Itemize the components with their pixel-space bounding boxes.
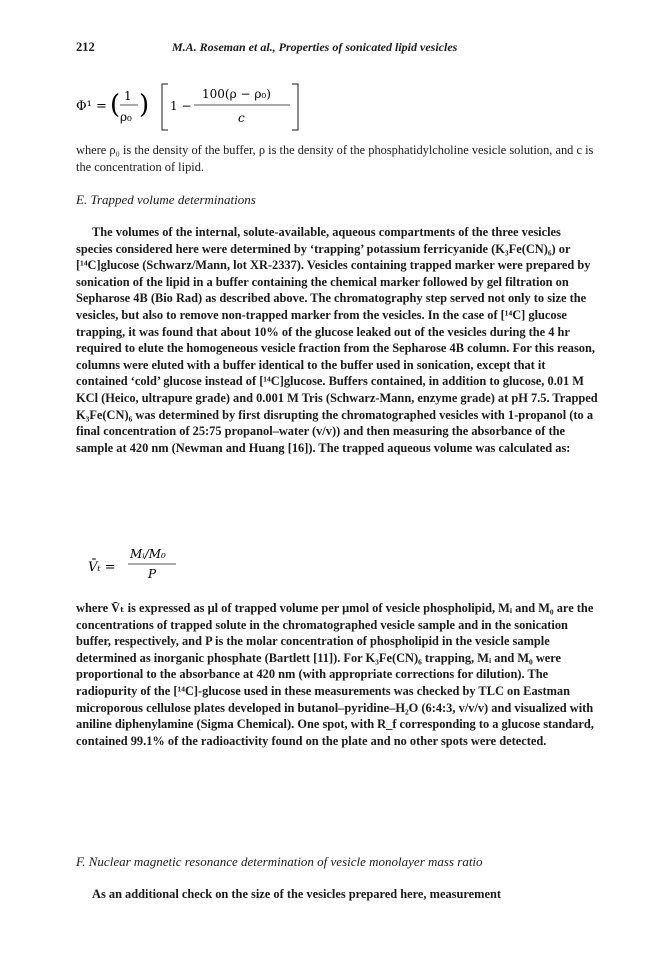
- page-header: [76, 40, 596, 60]
- equation-vt-lhs: V̄ₜ =: [88, 560, 116, 575]
- equation-vt-numerator: Mᵢ/M₀: [130, 547, 166, 561]
- equation-phi: [76, 80, 396, 136]
- section-e-paragraph-1-text: The volumes of the internal, solute-available, aqueous compartments of the three vesicles species considered here were determined by ‘trapping’ potassium ferricyanide (K₃Fe(CN)₆) or [¹⁴C]glucose (Schwarz/Mann, lot XR-2337). Vesicles containing trapped marker were prepared by sonication of the lipid in a buffer containing the chemical marker followed by gel filtration on Sepharose 4B (Bio Rad) as described above. The chromatography step served not only to size the vesicles, but also to remove non-trapped marker from the vesicles. In the case of [¹⁴C] glucose trapping, it was found that about 10% of the glucose leaked out of the vesicles during the 4 hr required to elute the homogeneous vesicle fraction from the Sepharose 4B column. For this reason, columns were eluted with a buffer identical to the buffer used in sonication, except that it contained ‘cold’ glucose instead of [¹⁴C]glucose. Buffers contained, in addition to glucose, 0.01 M KCl (Heico, ultrapure grade) and 0.001 M Tris (Schwarz-Mann, enzyme grade) at pH 7.5. Trapped K₃Fe(CN)₆ was determined by first disrupting the chromatographed vesicles with 1-propanol (to a final concentration of 25:75 propanol–water (v/v)) and then measuring the absorbance of the sample at 420 nm (Newman and Huang [16]). The trapped aqueous volume was calculated as:: [76, 225, 598, 455]
- running-head: M.A. Roseman et al., Properties of sonicated lipid vesicles: [172, 40, 458, 54]
- bracket-denominator: c: [238, 111, 245, 125]
- paren-open: (: [110, 90, 121, 120]
- equation-trapped-volume: [88, 545, 228, 585]
- bracket-numerator: 100(ρ − ρ₀): [202, 87, 271, 101]
- section-e-paragraph-2-text: where V̄ₜ is expressed as μl of trapped volume per μmol of vesicle phospholipid, Mᵢ and M₀ are the concentrations of trapped solute in the chromatographed vesicle sample and in the sonication buffer, respectively, and P is the molar concentration of phospholipid in the vesicle sample determined as inorganic phosphate (Bartlett [11]). For K₃Fe(CN)₆ trapping, Mᵢ and M₀ were proportional to the absorbance at 420 nm (with appropriate corrections for dilution). The radiopurity of the [¹⁴C]-glucose used in these measurements was checked by TLC on Eastman microporous cellulose plates developed in butanol–pyridine–H₂O (6:4:3, v/v/v) and visualized with aniline diphenylamine (Sigma Chemical). One spot, with R_f corresponding to a glucose standard, contained 99.1% of the radioactivity found on the plate and no other spots were detected.: [76, 601, 594, 748]
- section-e-heading: E. Trapped volume determinations: [76, 192, 256, 207]
- frac-denominator: ρ₀: [120, 110, 132, 124]
- equation-phi-lhs: Φ¹ =: [76, 99, 107, 114]
- frac-numerator: 1: [124, 89, 132, 103]
- section-f-paragraph-1-text: As an additional check on the size of the vesicles prepared here, measurement: [92, 887, 501, 901]
- where-density-text: where ρ₀ is the density of the buffer, ρ is the density of the phosphatidylcholine vesicle solution, and c is the concentration of lipid.: [76, 143, 594, 174]
- bracket-open: [162, 84, 168, 130]
- where-density-paragraph: [76, 142, 598, 175]
- paren-close: ): [139, 90, 150, 120]
- bracket-one: 1 −: [170, 99, 192, 113]
- section-f-paragraph-1: [76, 886, 598, 903]
- equation-vt-denominator: P: [148, 567, 157, 581]
- section-f-heading: F. Nuclear magnetic resonance determination of vesicle monolayer mass ratio: [76, 854, 483, 869]
- page-number: 212: [76, 40, 95, 54]
- section-e-paragraph-1: [76, 224, 598, 456]
- bracket-close: [292, 84, 298, 130]
- section-e-paragraph-2: [76, 600, 598, 749]
